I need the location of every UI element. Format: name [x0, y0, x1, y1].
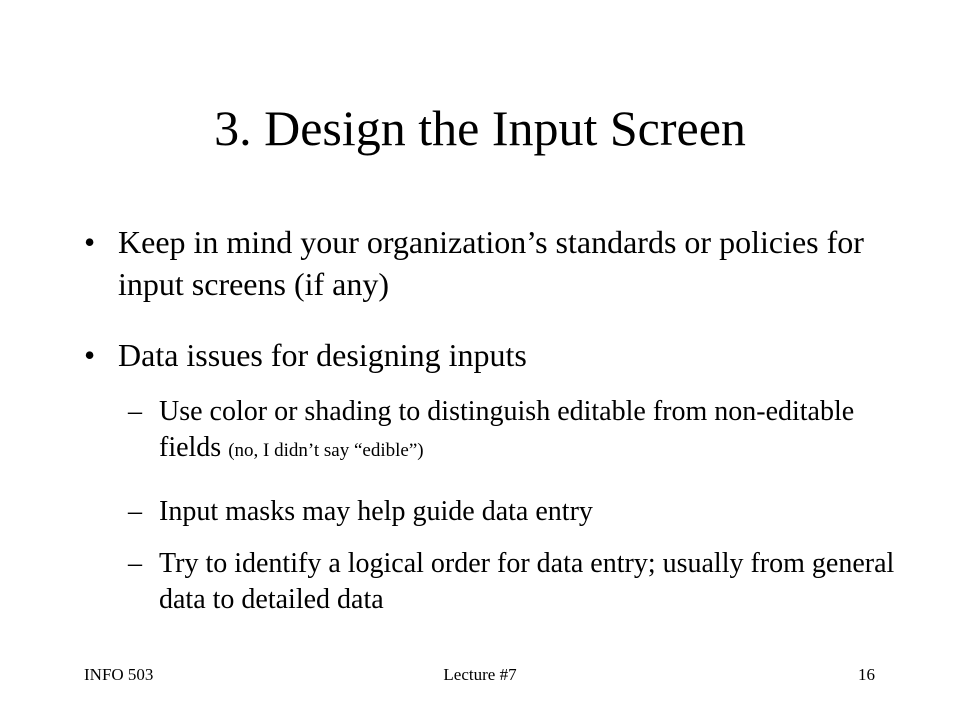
- footer-page-number: 16: [858, 665, 875, 684]
- slide-title: 3. Design the Input Screen: [214, 100, 746, 156]
- dash-icon: –: [128, 396, 142, 427]
- bullet-icon: •: [84, 337, 96, 373]
- sub-bullet-text: Try to identify a logical order for data entry; usually from general data to detailed data: [159, 548, 895, 615]
- sub-bullet-item: [128, 394, 918, 469]
- sub-bullet-item: [128, 546, 918, 618]
- bullet-item: [84, 334, 904, 376]
- bullet-text: Keep in mind your organization’s standards or policies for input screens (if any): [118, 224, 864, 302]
- footer-lecture: Lecture #7: [443, 665, 517, 684]
- sub-bullet-aside: (no, I didn’t say “edible”): [228, 440, 424, 461]
- sub-bullet-text: [159, 394, 918, 469]
- bullet-icon: •: [84, 224, 96, 260]
- dash-icon: –: [128, 548, 142, 579]
- sub-bullet-main-text: Use color or shading to distinguish editable from non-editable fields: [159, 396, 855, 463]
- sub-bullet-text: Input masks may help guide data entry: [159, 496, 593, 527]
- sub-bullet-item: [128, 494, 918, 530]
- bullet-text: Data issues for designing inputs: [118, 337, 527, 373]
- footer-course: INFO 503: [84, 665, 154, 684]
- bullet-item: [84, 221, 904, 305]
- dash-icon: –: [128, 496, 142, 527]
